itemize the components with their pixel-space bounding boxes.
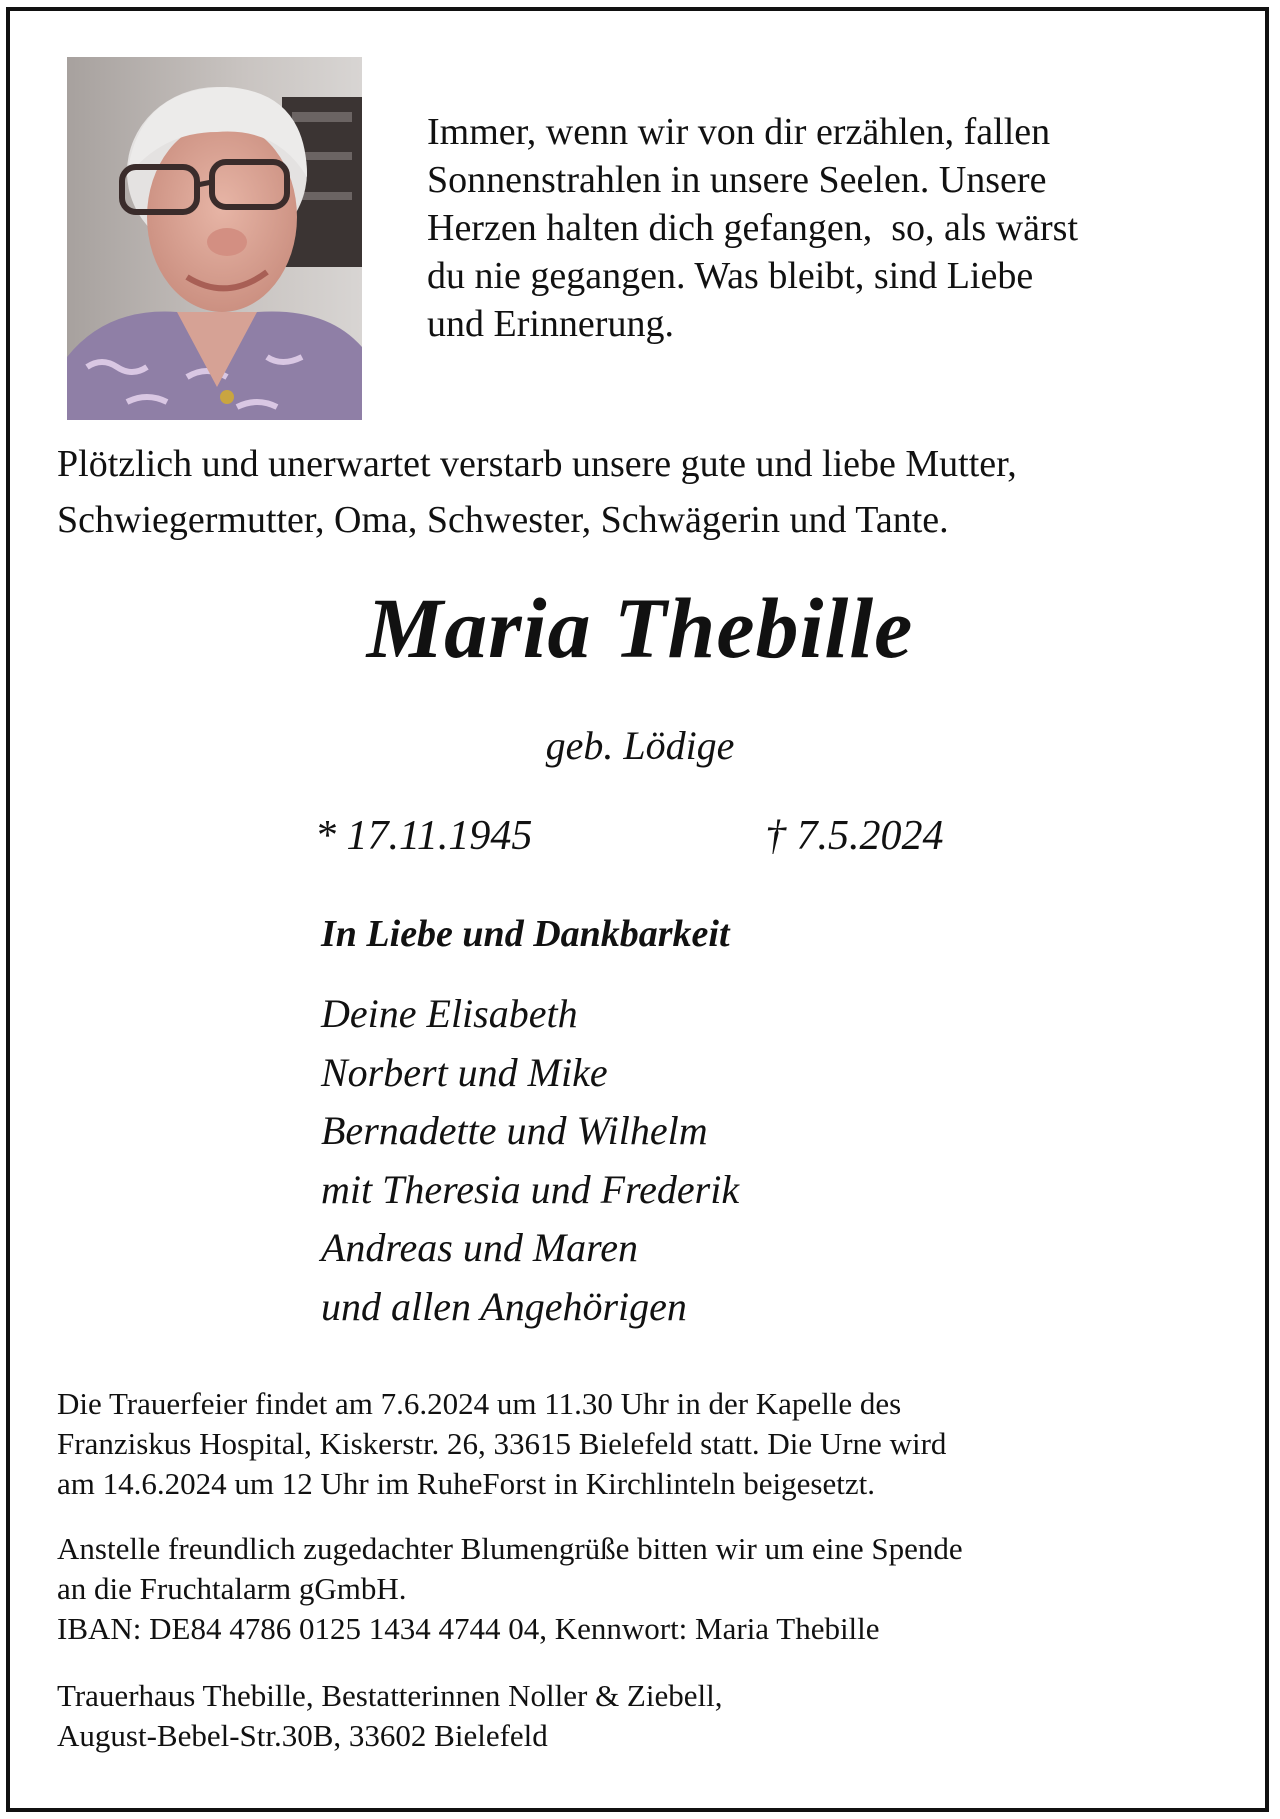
funeral-info-line: Franziskus Hospital, Kiskerstr. 26, 33615 Bielefeld statt. Die Urne wird (57, 1426, 947, 1461)
donation-info-line: an die Fruchtalarm gGmbH. (57, 1571, 407, 1606)
poem-line: du nie gegangen. Was bleibt, sind Liebe (427, 255, 1034, 297)
donation-info-line: IBAN: DE84 4786 0125 1434 4744 04, Kennwort: Maria Thebille (57, 1611, 880, 1646)
poem-line: und Erinnerung. (427, 303, 674, 345)
death-announcement (57, 436, 1237, 548)
poem-line: Herzen halten dich gefangen, so, als wärst (427, 207, 1079, 249)
announcement-line: Plötzlich und unerwartet verstarb unsere gute und liebe Mutter, (57, 443, 1017, 485)
poem-line: Sonnenstrahlen in unsere Seelen. Unsere (427, 159, 1047, 201)
undertaker-line: Trauerhaus Thebille, Bestatterinnen Noller & Ziebell, (57, 1678, 723, 1713)
mourner-name: Andreas und Maren (321, 1225, 638, 1270)
donation-info-line: Anstelle freundlich zugedachter Blumengrüße bitten wir um eine Spende (57, 1531, 963, 1566)
mourner-name: Deine Elisabeth (321, 991, 578, 1036)
funeral-info-line: Die Trauerfeier findet am 7.6.2024 um 11.30 Uhr in der Kapelle des (57, 1386, 902, 1421)
undertaker-line: August-Bebel-Str.30B, 33602 Bielefeld (57, 1718, 548, 1753)
mourners-list (321, 985, 1121, 1336)
death-date: † 7.5.2024 (765, 813, 944, 859)
poem-line: Immer, wenn wir von dir erzählen, fallen (427, 111, 1051, 153)
mourner-name: mit Theresia und Frederik (321, 1166, 740, 1212)
mourner-name: und allen Angehörigen (321, 1283, 687, 1329)
announcement-line: Schwiegermutter, Oma, Schwester, Schwägerin und Tante. (57, 499, 949, 541)
funeral-info-line: am 14.6.2024 um 12 Uhr im RuheForst in Kirchlinteln beigesetzt. (57, 1466, 875, 1501)
memorial-poem (427, 108, 1227, 348)
mourner-name: Bernadette und Wilhelm (321, 1108, 708, 1153)
mourner-name: Norbert und Mike (321, 1049, 608, 1095)
maiden-name: geb. Lödige (545, 723, 735, 768)
funeral-info (57, 1384, 1247, 1504)
deceased-name: Maria Thebille (366, 580, 914, 676)
undertaker-info (57, 1676, 1247, 1756)
portrait-photo (67, 57, 362, 420)
birth-date: * 17.11.1945 (315, 813, 533, 859)
donation-info (57, 1529, 1247, 1649)
mourning-heading: In Liebe und Dankbarkeit (321, 913, 730, 955)
